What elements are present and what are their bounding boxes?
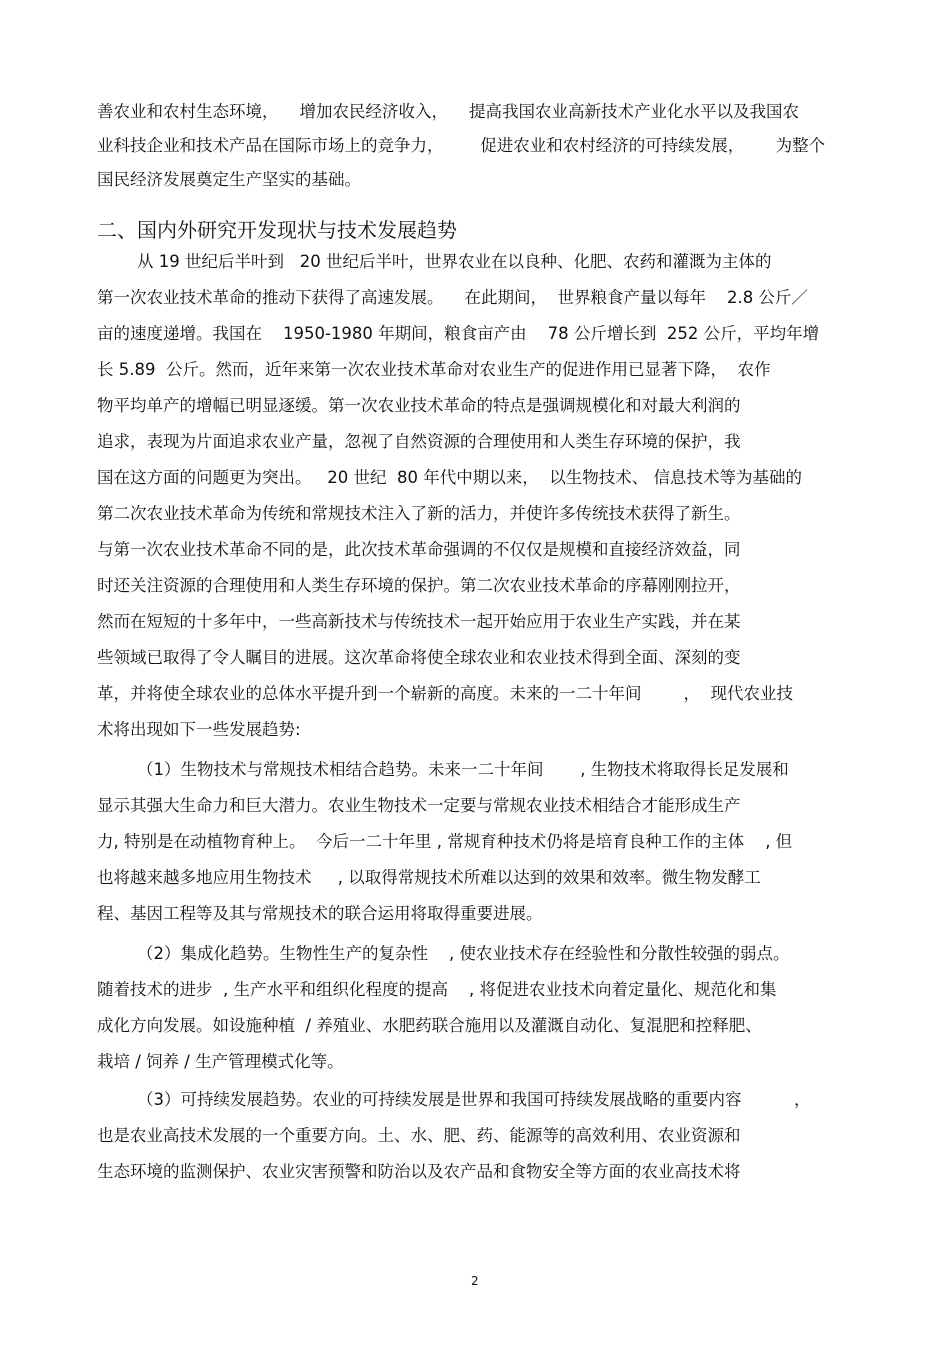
body-text-line: 程、基因工程等及其与常规技术的联合运用将取得重要进展。 <box>97 904 543 923</box>
body-text-line: 术将出现如下一些发展趋势: <box>97 720 301 739</box>
body-text-line: 也将越来越多地应用生物技术 , 以取得常规技术所难以达到的效果和效率。微生物发酵工 <box>97 868 761 887</box>
body-text-line: 与第一次农业技术革命不同的是，此次技术革命强调的不仅仅是规模和直接经济效益，同 <box>97 540 741 559</box>
body-text-line: 善农业和农村生态环境， 增加农民经济收入， 提高我国农业高新技术产业化水平以及我国农 <box>97 102 799 121</box>
body-text-line: 革，并将使全球农业的总体水平提升到一个崭新的高度。未来的一二十年间 ， 现代农业技 <box>97 684 793 703</box>
body-text-line: 业科技企业和技术产品在国际市场上的竞争力， 促进农业和农村经济的可持续发展， 为整个 <box>97 136 826 155</box>
body-text-line: 追求，表现为片面追求农业产量，忽视了自然资源的合理使用和人类生存环境的保护，我 <box>97 432 741 451</box>
body-text-line: 长 5.89 公斤。然而，近年来第一次农业技术革命对农业生产的促进作用已显著下降， 农作 <box>97 360 771 379</box>
body-text-line: 生态环境的监测保护、农业灾害预警和防治以及农产品和食物安全等方面的农业高技术将 <box>97 1162 741 1181</box>
body-text-line: 也是农业高技术发展的一个重要方向。土、水、肥、药、能源等的高效利用、农业资源和 <box>97 1126 741 1145</box>
body-text-line: 国民经济发展奠定生产坚实的基础。 <box>97 170 361 189</box>
body-text-line: 些领域已取得了令人瞩目的进展。这次革命将使全球农业和农业技术得到全面、深刻的变 <box>97 648 741 667</box>
section-heading: 二、国内外研究开发现状与技术发展趋势 <box>97 218 457 242</box>
body-text-line: 亩的速度递增。我国在 1950-1980 年期间，粮食亩产由 78 公斤增长到 252 公斤，平均年增 <box>97 324 820 343</box>
body-text-line: 从 19 世纪后半叶到 20 世纪后半叶，世界农业在以良种、化肥、农药和灌溉为主体的 <box>137 252 772 271</box>
body-text-line: 力, 特别是在动植物育种上。 今后一二十年里 , 常规育种技术仍将是培育良种工作的主体 , 但 <box>97 832 793 851</box>
body-text-line: 随着技术的进步 , 生产水平和组织化程度的提高 , 将促进农业技术向着定量化、规范化和集 <box>97 980 777 999</box>
body-text-line: （3）可持续发展趋势。农业的可持续发展是世界和我国可持续发展战略的重要内容 ， <box>137 1090 811 1109</box>
body-text-line: 然而在短短的十多年中，一些高新技术与传统技术一起开始应用于农业生产实践，并在某 <box>97 612 741 631</box>
body-text-line: 物平均单产的增幅已明显逐缓。第一次农业技术革命的特点是强调规模化和对最大利润的 <box>97 396 741 415</box>
body-text-line: （1）生物技术与常规技术相结合趋势。未来一二十年间 , 生物技术将取得长足发展和 <box>137 760 789 779</box>
body-text-line: 第二次农业技术革命为传统和常规技术注入了新的活力，并使许多传统技术获得了新生。 <box>97 504 741 523</box>
body-text-line: 栽培 / 饲养 / 生产管理模式化等。 <box>97 1052 344 1071</box>
body-text-line: （2）集成化趋势。生物性生产的复杂性 , 使农业技术存在经验性和分散性较强的弱点。 <box>137 944 790 963</box>
body-text-line: 成化方向发展。如设施种植 / 养殖业、水肥药联合施用以及灌溉自动化、复混肥和控释肥、 <box>97 1016 762 1035</box>
page-number: 2 <box>471 1274 479 1288</box>
body-text-line: 国在这方面的问题更为突出。 20 世纪 80 年代中期以来， 以生物技术、 信息技术等为基础的 <box>97 468 802 487</box>
body-text-line: 显示其强大生命力和巨大潜力。农业生物技术一定要与常规农业技术相结合才能形成生产 <box>97 796 741 815</box>
body-text-line: 第一次农业技术革命的推动下获得了高速发展。 在此期间， 世界粮食产量以每年 2.8 公斤／ <box>97 288 808 307</box>
body-text-line: 时还关注资源的合理使用和人类生存环境的保护。第二次农业技术革命的序幕刚刚拉开， <box>97 576 741 595</box>
